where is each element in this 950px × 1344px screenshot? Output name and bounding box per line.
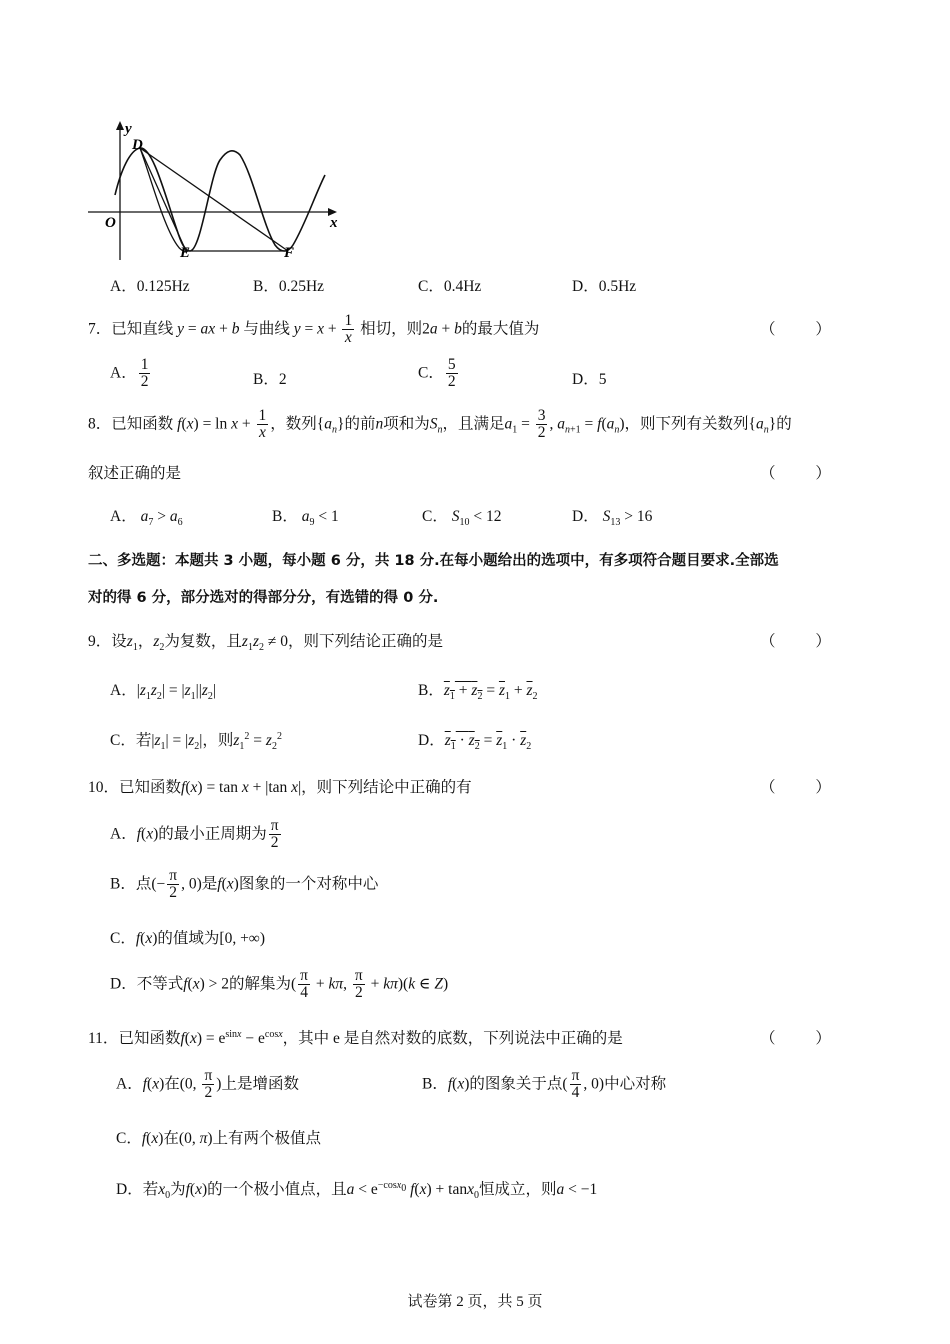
q8-answer-paren: （ ） xyxy=(760,465,849,482)
x-label: x xyxy=(330,215,338,231)
q8-option-b: B． $a_9 < 1$ xyxy=(272,508,339,529)
q7-option-d: D．5 xyxy=(572,371,607,388)
q6-option-d: D．0.5Hz xyxy=(572,278,637,295)
q9-option-d: D．$z_1 \cdot z_2 = \overline{z}_1 \cdot \overline{z}_2$ xyxy=(418,732,532,753)
q10-option-a: A．f(x)的最小正周期为 $\frac{\pi}{2}$ xyxy=(110,817,279,852)
q9-answer-paren: （ ） xyxy=(760,633,849,650)
e-label: E xyxy=(180,245,191,261)
q9-option-b: B．$z_1 + z_2 = \overline{z}_1 + \overline{z}_2$ xyxy=(418,682,538,703)
wave-figure xyxy=(85,115,350,265)
q10-option-d: D．不等式f(x) > 2的解集为( $\frac{\pi}{4}$ + kπ, $\frac{\pi}{2}$ + kπ)(k ∈ Z) xyxy=(110,967,449,1002)
q10-option-c: C．f(x)的值域为[0, +∞) xyxy=(110,930,266,947)
q8-stem: 8．已知函数 f(x) = ln x + $\frac{1}{x}$ ，数列$\{a_n\}$的前n项和为$S_n$，且满足$a_1$ = $\frac{3}{2}$ , $a_{n+1} = f(a_n)$，则下列有关数列$\{a_n\}$的 xyxy=(88,407,792,442)
q6-option-b: B．0.25Hz xyxy=(253,278,325,295)
q11-option-c: C．f(x)在(0, π)上有两个极值点 xyxy=(116,1130,322,1147)
q8-option-c: C． $S_{10} < 12$ xyxy=(422,508,502,529)
q8-option-a: A． $a_7 > a_6$ xyxy=(110,508,183,529)
q7-t4: 的最大值为 xyxy=(461,320,540,338)
q7-t3: 相切，则 xyxy=(360,320,423,338)
q10-option-b: B．点(− $\frac{\pi}{2}$ , 0)是f(x)图象的一个对称中心 xyxy=(110,867,379,902)
q6-option-a: A．0.125Hz xyxy=(110,278,190,295)
df-segment xyxy=(140,148,288,251)
d-label: D xyxy=(132,137,143,153)
q7-t2: 与曲线 xyxy=(243,320,290,338)
q11-option-a: A．f(x)在(0, $\frac{\pi}{2}$ )上是增函数 xyxy=(116,1067,299,1102)
q9-option-a: A．$|z_1z_2| = |z_1||z_2|$ xyxy=(110,682,217,703)
q11-answer-paren: （ ） xyxy=(760,1030,849,1047)
section2-header-line1: 二、多选题：本题共 3 小题，每小题 6 分，共 18 分.在每小题给出的选项中，有多项符合题目要求.全部选 xyxy=(88,553,779,569)
q10-answer-paren: （ ） xyxy=(760,779,849,796)
y-label: y xyxy=(125,121,132,137)
q7-num: 7． xyxy=(88,320,112,338)
q7-option-c: C． $\frac{5}{2}$ xyxy=(418,356,456,391)
q7-option-a: A． $\frac{1}{2}$ xyxy=(110,356,149,391)
section2-header-line2: 对的得 6 分，部分选对的得部分分，有选错的得 0 分. xyxy=(88,590,439,606)
q8-option-d: D． $S_{13} > 16$ xyxy=(572,508,653,529)
y-axis-arrow xyxy=(116,121,124,130)
origin-label: O xyxy=(105,215,116,231)
q8-stem-line2: 叙述正确的是 xyxy=(88,465,182,482)
q9-stem: 9．设$z_1$，$z_2$为复数，且$z_1z_2 \ne 0$，则下列结论正确的是 xyxy=(88,633,444,654)
q7-answer-paren: （ ） xyxy=(760,321,849,338)
q9-option-c: C．若$|z_1| = |z_2|$，则$z_1^2 = z_2^2$ xyxy=(110,730,282,753)
q11-stem: 11．已知函数$f(x) = e^{sinx} - e^{cosx}$，其中 e 是自然对数的底数，下列说法中正确的是 xyxy=(88,1028,623,1047)
f-label: F xyxy=(284,245,295,261)
q10-stem: 10．已知函数f(x) = tan x + |tan x|，则下列结论中正确的有 xyxy=(88,779,472,796)
page-footer: 试卷第 2 页，共 5 页 xyxy=(407,1294,543,1310)
q6-option-c: C．0.4Hz xyxy=(418,278,482,295)
q7-t1: 已知直线 xyxy=(111,320,174,338)
q7-option-b: B．2 xyxy=(253,371,287,388)
q7-stem: 7．已知直线 y = ax + b 与曲线 y = x + $\frac{1}{x}$ 相切，则2a + b的最大值为 xyxy=(88,312,540,347)
q11-option-b: B．f(x)的图象关于点( $\frac{\pi}{4}$ , 0)中心对称 xyxy=(422,1067,667,1102)
q11-option-d: D．若$x_0$为f(x)的一个极小值点，且$a < e^{-cosx_0}$ f(x) + tanx$_0$恒成立，则a < −1 xyxy=(116,1179,598,1202)
